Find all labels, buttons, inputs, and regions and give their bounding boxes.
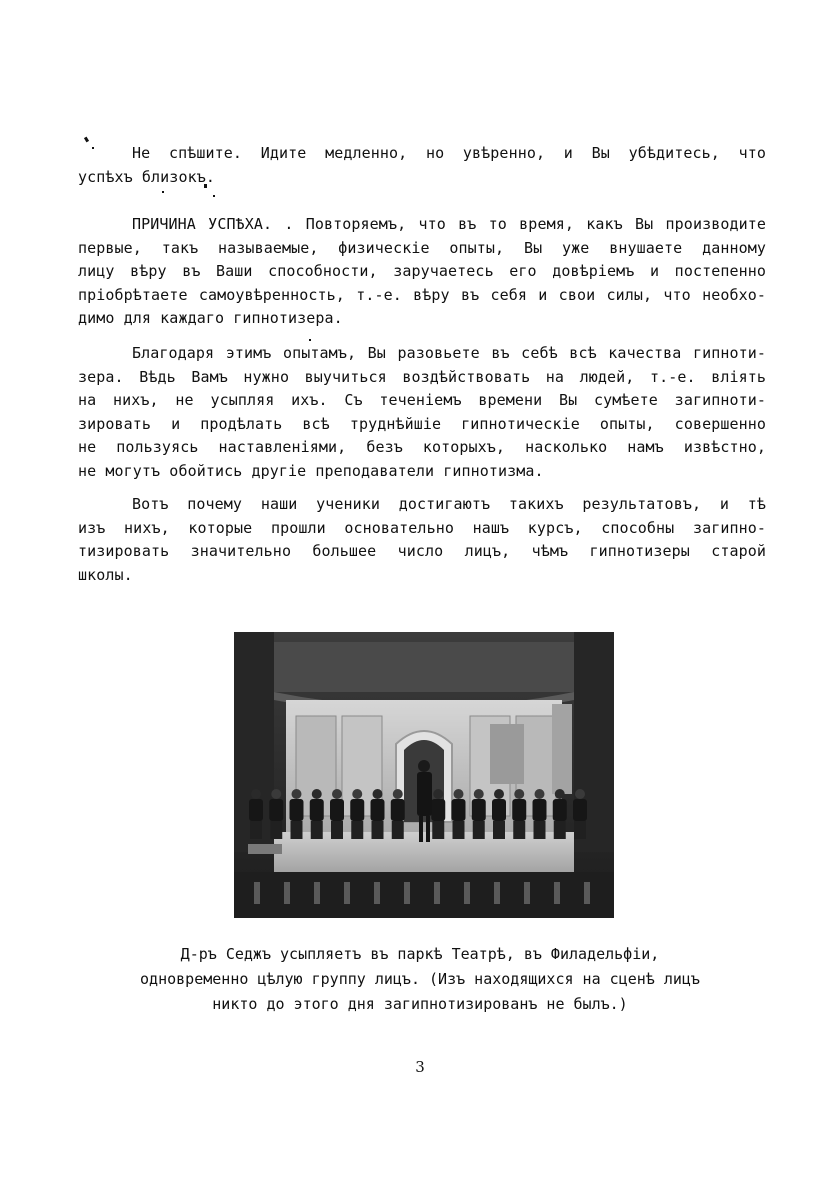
- paragraph-line: Не спѣшите. Идите медленно, но увѣренно, и Вы убѣдитесь, что: [132, 144, 766, 162]
- print-speck: [213, 195, 215, 197]
- paragraph-line: ПРИЧИНА УСПѢХА. . Повторяемъ, что въ то время, какъ Вы производите: [132, 215, 766, 233]
- paragraph-line: лицу вѣру въ Ваши способности, заручаетесь его довѣріемъ и постепенно: [78, 262, 766, 280]
- paragraph-line: тизировать значительно большее число лицъ, чѣмъ гипнотизеры старой: [78, 542, 766, 560]
- paragraph-line: Благодаря этимъ опытамъ, Вы разовьете въ себѣ всѣ качества гипноти-: [132, 344, 766, 362]
- paragraph-2: [78, 213, 766, 331]
- print-speck: [309, 339, 311, 341]
- paragraph-line: успѣхъ близокъ.: [78, 167, 215, 186]
- paragraph-line: зировать и продѣлать всѣ труднѣйшіе гипнотическіе опыты, совершенно: [78, 414, 766, 433]
- paragraph-line: зера. Вѣдь Вамъ нужно выучиться воздѣйствовать на людей, т.-е. влiять: [78, 367, 766, 386]
- paragraph-3: [78, 342, 766, 483]
- paragraph-line: Вотъ почему наши ученики достигаютъ такихъ результатовъ, и тѣ: [132, 495, 766, 513]
- paragraph-line: димо для каждаго гипнотизера.: [78, 309, 343, 327]
- paragraph-line: школы.: [78, 565, 133, 584]
- caption-line: никто до этого дня загипнотизированъ не былъ.): [212, 995, 628, 1013]
- paragraph-line: пріобрѣтаете самоувѣренность, т.-е. вѣру въ себя и свои силы, что необхо-: [78, 285, 766, 304]
- paragraph-line: не пользуясь наставленіями, безъ которыхъ, насколько намъ извѣстно,: [78, 438, 766, 456]
- photo-caption: [100, 942, 740, 1017]
- stage-photograph: [234, 632, 614, 918]
- paragraph-line: первые, такъ называемые, физическіе опыты, Вы уже внушаете данному: [78, 238, 766, 257]
- paragraph-line: изъ нихъ, которые прошли основательно нашъ курсъ, способны загипно-: [78, 518, 766, 537]
- print-speck: [162, 191, 164, 193]
- caption-line: Д-ръ Седжъ усыпляетъ въ паркѣ Театрѣ, въ Филадельфіи,: [180, 945, 660, 963]
- stage-photograph-image: [234, 632, 614, 918]
- page-number: 3: [415, 1058, 425, 1076]
- caption-line: одновременно цѣлую группу лицъ. (Изъ находящихся на сценѣ лицъ: [140, 970, 700, 988]
- paragraph-1: [78, 142, 766, 189]
- paragraph-4: [78, 493, 766, 587]
- paragraph-line: на нихъ, не усыпляя ихъ. Съ теченіемъ времени Вы сумѣете загипноти-: [78, 391, 766, 409]
- paragraph-line: не могутъ обойтись другіе преподаватели гипнотизма.: [78, 461, 544, 480]
